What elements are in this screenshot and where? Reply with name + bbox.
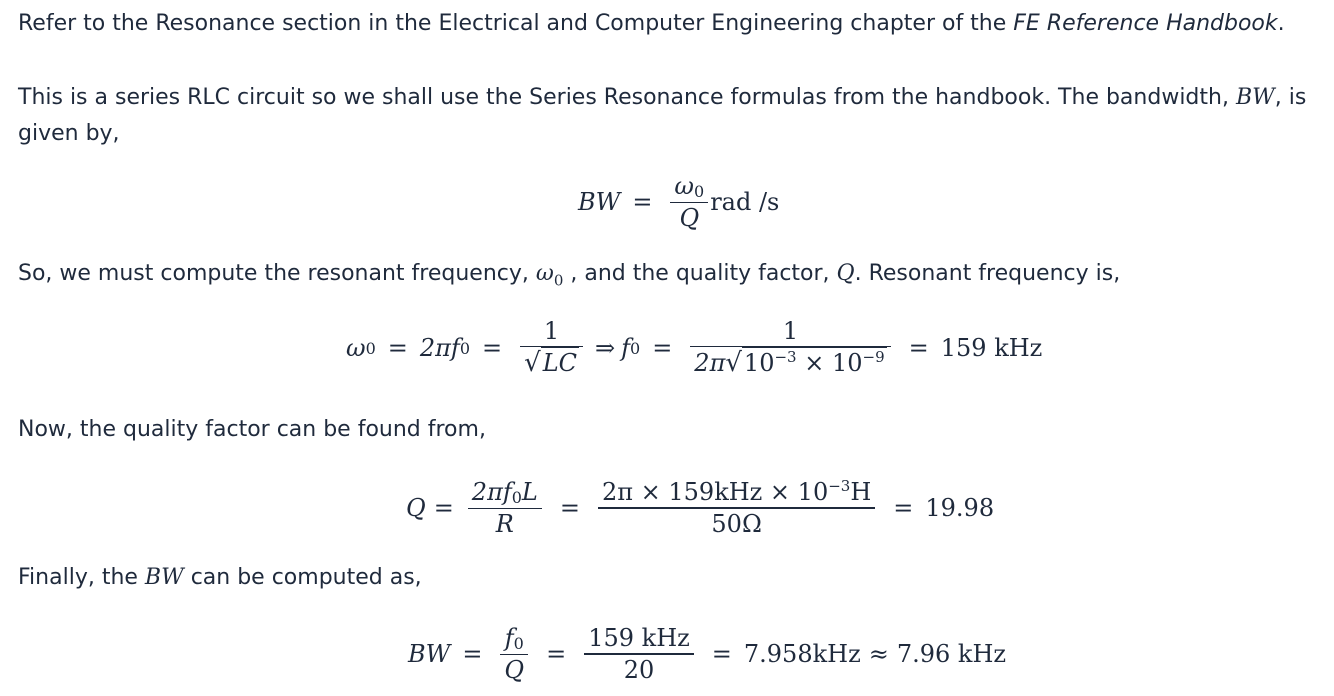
eq1-equals: = [632, 188, 653, 216]
eq4-equals-2: = [546, 640, 567, 668]
eq4-frac1-den: Q [504, 656, 525, 685]
para5-text-a: Finally, the [18, 565, 145, 590]
bw-variable: BW [1235, 85, 1275, 110]
intro-suffix: . [1277, 11, 1285, 36]
eq3-frac2-num-b: H [850, 478, 872, 507]
omega-variable: ω [535, 261, 554, 286]
eq2-result: 159 kHz [940, 334, 1043, 362]
eq3-frac2-num-a: 2π × 159kHz × 10 [601, 478, 829, 507]
bandwidth-intro-paragraph [18, 80, 1308, 152]
eq3-frac1-num-b: L [521, 477, 538, 506]
eq4-fraction-1 [500, 623, 528, 685]
eq4-result-b: 7.96 kHz [896, 640, 1007, 668]
eq2-f-sub: 0 [459, 338, 470, 358]
eq3-equals-1: = [433, 494, 454, 522]
quality-factor-formula [406, 468, 994, 548]
eq2-equals-4: = [908, 334, 929, 362]
eq2-omega: ω [346, 334, 366, 362]
eq4-lhs: BW [408, 640, 451, 668]
para2-text-a: This is a series RLC circuit so we shall use the Series Resonance formulas from the handbook. The bandwidth, [18, 85, 1236, 110]
eq3-result: 19.98 [925, 494, 995, 522]
eq1-lhs: BW [578, 188, 621, 216]
eq2-equals-1: = [387, 334, 408, 362]
eq3-frac1-num-sub: 0 [511, 487, 522, 507]
eq3-frac1-num-a: 2πf [471, 477, 512, 506]
resonance-intro-paragraph [18, 256, 1120, 298]
eq1-omega: ω [674, 171, 694, 200]
para3-text-a: So, we must compute the resonant frequency, [18, 261, 536, 286]
eq1-omega-sub: 0 [694, 181, 705, 201]
eq1-fraction [670, 171, 708, 233]
eq2-frac2-num: 1 [782, 317, 799, 346]
sqrt-symbol: √ $10^{-3} \times 10^{-9}$ [725, 348, 885, 379]
eq2-rad-b-exp: −9 [862, 348, 885, 367]
eq3-equals-2: = [559, 494, 580, 522]
bandwidth-formula [578, 162, 779, 242]
eq3-fraction-2 [598, 477, 875, 538]
eq1-den: Q [679, 204, 700, 233]
bw-variable: BW [144, 565, 184, 590]
intro-paragraph [18, 6, 1285, 42]
omega-subscript: 0 [553, 271, 564, 290]
para2-text-b: , is given by, [18, 85, 1307, 146]
eq3-lhs: Q [406, 494, 426, 522]
eq2-rad-a: 10 [743, 349, 775, 378]
eq2-frac1-num: 1 [543, 317, 560, 346]
q-variable: Q [836, 261, 855, 286]
eq4-fraction-2 [584, 623, 694, 684]
eq2-equals-3: = [652, 334, 673, 362]
eq2-frac1-den: LC [541, 347, 579, 380]
eq1-unit: rad /s [710, 188, 780, 216]
para5-text-b: can be computed as, [183, 565, 422, 590]
bandwidth-compute-paragraph [18, 560, 422, 596]
eq2-fraction-1 [520, 316, 583, 380]
eq2-f: f [621, 334, 630, 362]
eq2-equals-2: = [482, 334, 503, 362]
eq2-rad-a-exp: −3 [774, 348, 797, 367]
intro-prefix: Refer to the Resonance section in the Electrical and Computer Engineering chapter of the [18, 11, 1014, 36]
approx-symbol: ≈ [868, 640, 889, 668]
eq3-equals-3: = [893, 494, 914, 522]
eq4-frac2-num: 159 kHz [588, 624, 690, 653]
handbook-title: FE Reference Handbook [1013, 11, 1278, 36]
eq3-frac2-den: 50Ω [711, 509, 762, 538]
eq3-frac1-den: R [495, 510, 514, 539]
para4-text: Now, the quality factor can be found from, [18, 417, 486, 442]
quality-factor-intro-paragraph [18, 412, 486, 448]
eq2-frac2-den-pre: 2π [694, 349, 726, 378]
para3-text-c: . Resonant frequency is, [854, 261, 1121, 286]
eq2-rad-b: 10 [831, 349, 863, 378]
eq4-equals-3: = [711, 640, 732, 668]
eq4-frac1-num: f [504, 623, 514, 652]
eq4-frac1-num-sub: 0 [513, 633, 524, 653]
eq2-fraction-2 [690, 316, 890, 380]
eq2-omega-sub: 0 [365, 338, 376, 358]
sqrt-symbol: √ LC [524, 348, 577, 379]
eq2-f2-sub: 0 [630, 338, 641, 358]
eq4-result-a: 7.958kHz [743, 640, 861, 668]
eq2-two-pi-f: 2πf [419, 334, 460, 362]
eq4-equals-1: = [462, 640, 483, 668]
para3-text-b: , and the quality factor, [563, 261, 837, 286]
implies-symbol: ⇒ [595, 334, 616, 362]
resonant-frequency-formula [346, 308, 1042, 388]
eq3-frac2-num-exp: −3 [828, 477, 851, 496]
eq3-fraction-1 [468, 477, 542, 539]
eq4-frac2-den: 20 [623, 655, 655, 684]
eq2-times: × [804, 349, 825, 378]
bandwidth-result-formula [408, 614, 1006, 694]
